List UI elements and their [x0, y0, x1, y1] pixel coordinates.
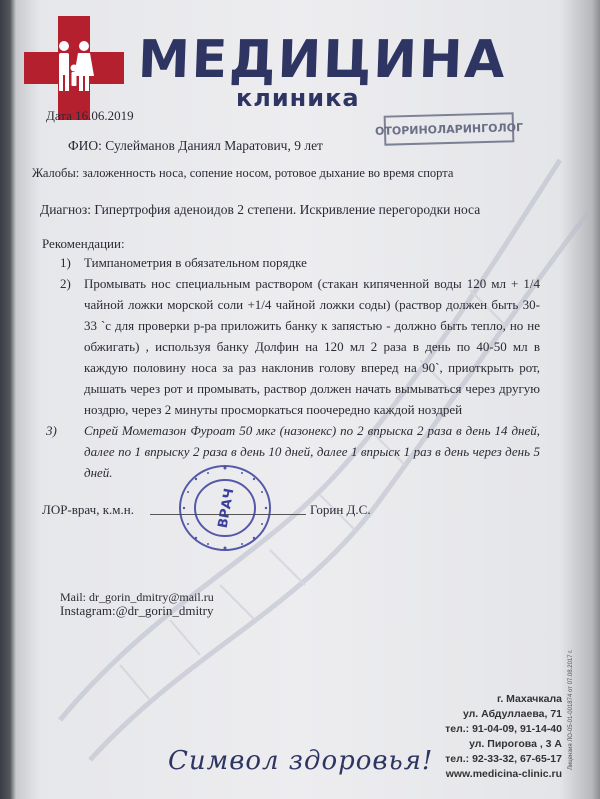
doctor-title: ЛОР-врач, к.м.н.	[42, 502, 134, 517]
recommendation-item	[42, 420, 540, 483]
contact-block	[60, 590, 214, 618]
doctor-seal-icon	[176, 462, 274, 554]
seal-center-text: ВРАЧ	[215, 487, 238, 530]
diagnosis: Диагноз: Гипертрофия аденоидов 2 степени. Искривление перегородки носа	[40, 202, 481, 217]
visit-date: Дата 16.06.2019	[46, 108, 134, 123]
clinic-logo-icon	[24, 16, 124, 120]
doctor-name: Горин Д.С.	[310, 502, 371, 517]
specialty-stamp: ОТОРИНОЛАРИНГОЛОГ	[384, 112, 515, 145]
clinic-slogan: Символ здоровья!	[168, 746, 434, 776]
recommendations-list	[46, 252, 540, 483]
clinic-brand-subtitle: клиника	[236, 84, 360, 112]
address-line: ул. Пирогова , 3 А	[469, 738, 562, 750]
address-line: г. Махачкала	[497, 693, 562, 705]
address-line: тел.: 92-33-32, 67-65-17	[445, 753, 562, 765]
recommendation-item	[60, 252, 540, 273]
clinic-brand-title: МЕДИЦИНА	[136, 30, 508, 90]
recommendation-text: Спрей Мометазон Фуроат 50 мкг (назонекс) по 2 впрыска 2 раза в день 14 дней, далее по 1 впрыску 2 раза в день 10 дней, далее 1 впрыск 1 раз в день через день 5 дней.	[84, 423, 540, 480]
contact-instagram: Instagram:@dr_gorin_dmitry	[60, 603, 214, 618]
license-note: Лицензия ЛО-05-01-001874 от 07.08.2017 г.	[568, 649, 574, 770]
address-line: тел.: 91-04-09, 91-14-40	[445, 723, 562, 735]
recommendation-text: Промывать нос специальным раствором (стакан кипяченной воды 120 мл + 1/4 чайной ложки морской соли +1/4 чайной ложки соды) (раствор должен быть 30-33 `с для проверки р-ра приложить банку к запястью - должно быть тепло, но не обжигать) , используя банку Долфин на 120 мл 2 раза в день по 40-50 мл в каждую половину носа за раз наклонив голову вперед на 90`, приоткрыть рот, дышать через рот и промывать, раствор должен начать вымываться через другую ноздрю, через 2 минуты просморкаться поочередно каждой ноздрей	[84, 276, 540, 417]
patient-name: ФИО: Сулейманов Даниял Маратович, 9 лет	[68, 138, 323, 153]
clinic-address	[445, 692, 562, 782]
recommendations-heading: Рекомендации:	[42, 236, 125, 251]
address-line: ул. Абдуллаева, 71	[462, 708, 562, 720]
recommendation-item	[60, 273, 540, 420]
contact-mail: Mail: dr_gorin_dmitry@mail.ru	[60, 590, 214, 604]
recommendation-text: Тимпанометрия в обязательном порядке	[84, 255, 307, 270]
recommendation-number: 2)	[60, 276, 71, 291]
recommendation-number: 1)	[60, 255, 71, 270]
recommendation-number: 3)	[46, 423, 57, 438]
address-line: www.medicina-clinic.ru	[445, 768, 562, 780]
complaints: Жалобы: заложенность носа, сопение носом, ротовое дыхание во время спорта	[32, 166, 454, 180]
